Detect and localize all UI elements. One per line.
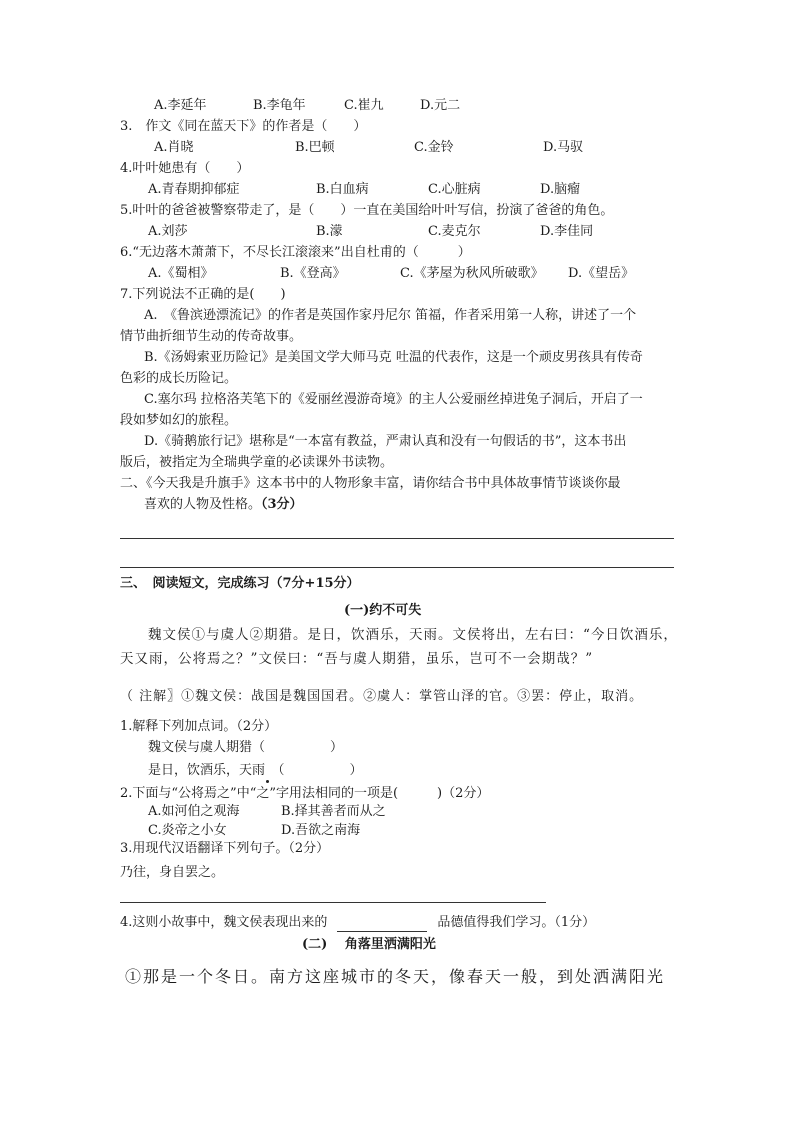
q2-option-c: C.崔九	[344, 98, 384, 113]
passage1-line2: 天又雨，公将焉之？”文侯曰：“吾与虞人期猎，虽乐，岂可不一会期哉？”	[120, 651, 594, 667]
q4-option-a: A.青春期抑郁症	[148, 182, 240, 197]
q5-option-a: A.刘莎	[148, 224, 188, 239]
q3-option-c: C.金铃	[414, 140, 454, 155]
s3-q2-option-d: D.吾欲之南海	[281, 823, 361, 838]
q3-option-d: D.马驭	[543, 140, 584, 155]
s3-q1-item2: 是日，饮酒乐，天雨 （ ）	[148, 763, 363, 778]
passage1-title: (一)约不可失	[344, 603, 422, 618]
s3-q3-sentence: 乃往，身自罢之。	[120, 865, 225, 880]
q7-option-b-line2: 色彩的成长历险记。	[120, 371, 238, 386]
section2-score: （3分）	[261, 497, 303, 512]
q5-stem: 5.叶叶的爸爸被警察带走了，是（ ）一直在美国给叶叶写信，扮演了爸爸的角色。	[120, 203, 614, 218]
section3-heading: 三、 阅读短文，完成练习（7分+15分）	[120, 576, 360, 591]
passage2-title: (二) 角落里洒满阳光	[302, 937, 436, 952]
q7-option-b-line1: B.《汤姆索亚历险记》是美国文学大师马克 吐温的代表作，这是一个顽皮男孩具有传奇	[144, 350, 643, 365]
q4-option-d: D.脑瘤	[540, 182, 581, 197]
q6-option-c: C.《茅屋为秋风所破歌》	[400, 266, 544, 281]
q2-option-d: D.元二	[420, 98, 461, 113]
q3-option-a: A.肖晓	[154, 140, 194, 155]
q7-option-d-line1: D.《骑鹅旅行记》堪称是“一本富有教益，严肃认真和没有一句假话的书”，这本书出	[144, 434, 627, 449]
q4-stem: 4.叶叶她患有（ ）	[120, 161, 250, 176]
q4-option-c: C.心脏病	[428, 182, 481, 197]
q7-option-c-line1: C.塞尔玛 拉格洛芙笔下的《爱丽丝漫游奇境》的主人公爱丽丝掉进兔子洞后，开启了一	[144, 392, 643, 407]
emphasis-dot	[266, 780, 269, 783]
s3-q2-option-b: B.择其善者而从之	[281, 804, 386, 819]
q6-stem: 6.“无边落木萧萧下，不尽长江滚滚来”出自杜甫的（ ）	[120, 245, 471, 260]
q3-option-b: B.巴顿	[295, 140, 335, 155]
q7-option-d-line2: 版后，被指定为全瑞典学童的必读课外书读物。	[120, 455, 394, 470]
passage2-paragraph1: ①那是一个冬日。南方这座城市的冬天，像春天一般，到处洒满阳光	[125, 967, 666, 986]
q4-fill-blank[interactable]	[337, 917, 427, 932]
q7-option-a-line1: A. 《鲁滨逊漂流记》的作者是英国作家丹尼尔 笛福，作者采用第一人称，讲述了一个	[144, 308, 637, 323]
passage1-line1: 魏文侯①与虞人②期猎。是日，饮酒乐，天雨。文侯将出，左右曰：“今日饮酒乐，	[148, 627, 678, 643]
q7-stem: 7.下列说法不正确的是( )	[120, 287, 286, 302]
q7-option-c-line2: 段如梦如幻的旅程。	[120, 413, 238, 428]
s3-q4-line: 4.这则小故事中，魏文侯表现出来的 品德值得我们学习。（1分）	[120, 915, 596, 930]
s3-q1-stem: 1.解释下列加点词。（2分）	[120, 719, 278, 734]
s3-q2-option-a: A.如河伯之观海	[148, 804, 240, 819]
translation-answer-line[interactable]	[120, 902, 546, 903]
q4-option-b: B.白血病	[316, 182, 369, 197]
s3-q1-item1: 魏文侯与虞人期猎（ ）	[148, 740, 344, 755]
answer-line-2[interactable]	[120, 567, 674, 568]
q6-option-d: D.《望岳》	[568, 266, 635, 281]
s3-q2-option-c: C.炎帝之小女	[148, 823, 227, 838]
q6-option-a: A.《蜀相》	[148, 266, 214, 281]
s3-q2-stem: 2.下面与“公将焉之”中“之”字用法相同的一项是( )（2分）	[120, 786, 490, 801]
section2-prompt-line2: 喜欢的人物及性格。（3分）	[144, 497, 303, 512]
q5-option-d: D.李佳同	[540, 224, 594, 239]
s3-q3-stem: 3.用现代汉语翻译下列句子。（2分）	[120, 841, 330, 856]
passage1-notes: （ 注解〗①魏文侯：战国是魏国国君。②虞人：掌管山泽的官。③罢：停止，取消。	[120, 689, 644, 704]
section2-prompt-line1: 二、《今天我是升旗手》这本书中的人物形象丰富，请你结合书中具体故事情节谈谈你最	[120, 476, 621, 491]
q6-option-b: B.《登高》	[280, 266, 346, 281]
q5-option-b: B.濛	[316, 224, 343, 239]
answer-line-1[interactable]	[120, 538, 674, 539]
q2-option-b: B.李龟年	[253, 98, 306, 113]
q3-stem: 3. 作文《同在蓝天下》的作者是（ ）	[120, 119, 367, 134]
q7-option-a-line2: 情节曲折细节生动的传奇故事。	[120, 329, 303, 344]
q5-option-c: C.麦克尔	[428, 224, 481, 239]
q2-option-a: A.李延年	[154, 98, 207, 113]
